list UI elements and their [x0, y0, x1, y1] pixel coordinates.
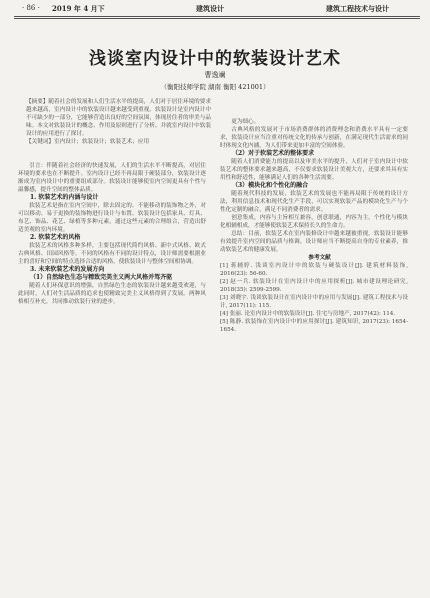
reference-entry: [5] 陈静. 软装饰在室内设计中的应用探讨[J]. 建筑知识, 2017(23): 1654-1654. — [220, 319, 408, 333]
body-column-left — [18, 162, 206, 592]
article-author: 曹逸斓 — [204, 71, 226, 79]
body-paragraph: 软装艺术是指在室内空间中，除去固定的、不能移动的装饰物之外，对可以移动、易于更换的装饰物进行设计与布置。软装设计包括家具、灯具、布艺、饰品、花艺、绿植等多种元素，通过这些元素的合理组合，营造出舒适美观的室内环境。 — [18, 203, 206, 233]
journal-name: 建筑工程技术与设计 — [326, 4, 389, 13]
issue-date: 2019 年 4 月下 — [52, 4, 105, 13]
reference-entry: [3] 刘晓宇. 浅谈软装设计在室内设计中的应用与发展[J]. 建筑工程技术与设计, 2017(11): 115. — [220, 295, 408, 309]
running-header — [0, 0, 430, 16]
abstract-text: 【摘要】随着社会的发展和人们生活水平的提高，人们对于居住环境的要求越来越高，室内设计中的软装设计越来越受到重视。软装设计是室内设计中不可缺少的一部分，它能够营造出良好的空间氛围，体现居住者的审美与品味。本文对软装设计的概念、作用及原则进行了分析，并就室内设计中软装设计的应用进行了探讨。 — [26, 99, 211, 137]
body-paragraph: 随着人们环保意识的增强，自然绿色生态的软装设计越来越受欢迎，与此同时，人们对生活品质的追求也使精致完美主义风格得到了发展。两种风格相互补充，共同推动软装行业的进步。 — [18, 283, 206, 305]
body-paragraph: 总结：目前，软装艺术在室内装修设计中越来越被重视，软装设计能够有效提升室内空间的品质与格调。设计师应当不断提高自身的专业素养，推动软装艺术的健康发展。 — [220, 231, 408, 253]
section-heading: 3. 未来软装艺术的发展方向 — [30, 266, 105, 273]
header-rule-thin — [14, 18, 420, 19]
section-heading: （2）对于软装艺术的整体要求 — [232, 150, 315, 157]
reference-entry: [2] 赵一兵. 软装设计在室内设计中的应用探析[J]. 城市建设理论研究, 2018(35): 2599-2599. — [220, 279, 408, 293]
body-paragraph: 更为细心。 — [231, 119, 260, 125]
section-heading: 1. 软装艺术的内涵与设计 — [30, 194, 99, 201]
section-heading: 2. 软装艺术的风格 — [30, 234, 81, 241]
author-affiliation: （衡阳技师学院 湖南 衡阳 421001） — [160, 83, 270, 91]
section-heading: （1）自然绿色生态与精致完美主义两大风格并驾齐驱 — [30, 274, 173, 281]
section-heading: （3）模块化和个性化的融合 — [232, 182, 309, 189]
body-paragraph: 创意集成，内容与主旨相互兼容，创意联通，内容为主，个性化与模块化相辅相成，才能够使软装艺术保持长久的生命力。 — [220, 215, 408, 229]
keywords-text: 【关键词】室内设计；软装设计；软装艺术；应用 — [26, 139, 150, 145]
body-paragraph: 随着人们消费能力的提高以及审美水平的提升，人们对于室内设计中软装艺术的整体要求越来越高，不仅要求软装设计美观大方，还要求其具有实用性和舒适性，能够满足人们的各种生活需要。 — [220, 159, 408, 181]
reference-entry: [4] 张丽. 论室内设计中的软装设计[J]. 住宅与房地产, 2017(42): 114. — [220, 311, 396, 317]
body-paragraph: 古典风格的发展对于市场消费群体的消费理念和消费水平具有一定要求，软装设计应当注重对传统文化的传承与创新，在满足现代生活需求的同时体现文化内涵，为人们带来更加丰富的空间体验。 — [220, 127, 408, 149]
page-number: · 86 · — [22, 4, 40, 12]
reference-entry: [1] 蒋辅婷. 浅谈室内设计中的软装与硬装设计[J]. 建筑材料装饰, 2016(23): 56-60. — [220, 263, 408, 277]
body-column-right — [220, 118, 408, 593]
body-paragraph: 软装艺术的风格多种多样，主要包括现代简约风格、新中式风格、欧式古典风格、田园风格等。不同的风格有不同的设计特点，设计师需要根据业主的喜好和空间的特点选择合适的风格，使软装设计与整体空间相协调。 — [18, 243, 206, 265]
header-rule — [14, 16, 420, 17]
article-title: 浅谈室内设计中的软装设计艺术 — [89, 49, 341, 69]
references-heading: 参考文献 — [308, 255, 331, 261]
body-paragraph: 引言：伴随着社会经济的快速发展，人们的生活水平不断提高，对居住环境的要求也在不断提升。室内设计已经不再局限于硬装部分，软装设计逐渐成为室内设计中的重要组成部分。软装设计能够使室内空间更具有个性与温馨感，提升空间的整体品质。 — [18, 163, 206, 193]
body-paragraph: 随着现代科技的发展，软装艺术的发展也不能再局限于传统的设计方法，利用信息技术和现代化生产手段，可以实现软装产品的模块化生产与个性化定制的融合，满足不同消费者的需求。 — [220, 191, 408, 213]
section-name: 建筑设计 — [196, 4, 224, 13]
